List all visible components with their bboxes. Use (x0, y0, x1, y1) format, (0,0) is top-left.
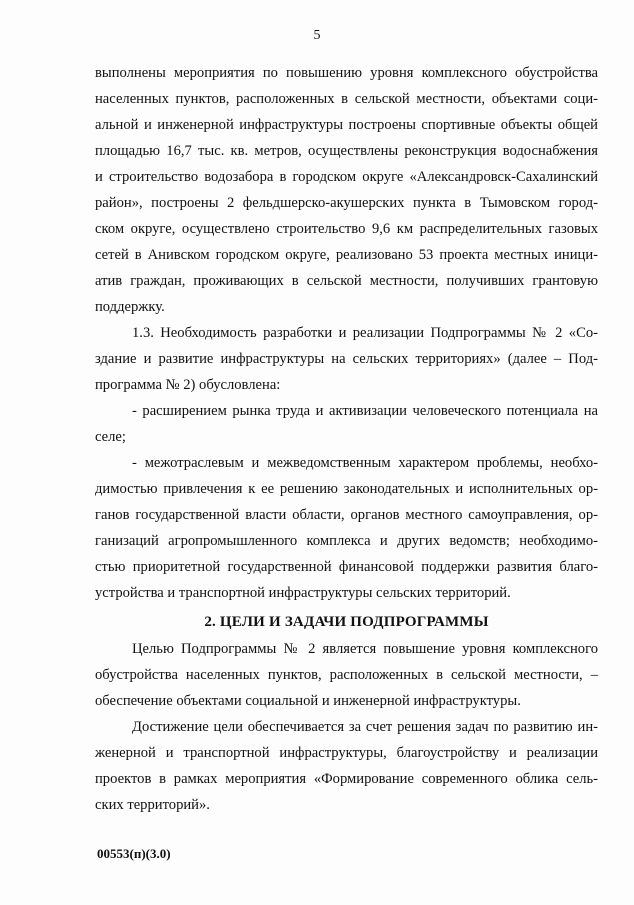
text-line: - межотраслевым и межведомственным характером проблемы, необхо- (132, 455, 598, 471)
document-code: 00553(п)(3.0) (97, 846, 171, 861)
text-line: альной и инженерной инфраструктуры построены спортивные объекты общей (95, 117, 598, 133)
list-item-labor-market (95, 398, 598, 450)
text-line: населенных пунктов, расположенных в сельской местности, объектами соци- (95, 91, 598, 107)
text-line: здание и развитие инфраструктуры на сельских территориях» (далее – Под- (95, 351, 598, 367)
text-line: проектов в рамках мероприятия «Формирование современного облика сель- (95, 771, 598, 787)
text-line: выполнены мероприятия по повышению уровня комплексного обустройства (95, 65, 598, 81)
page-number: 5 (313, 28, 321, 43)
text-line: программа № 2) обусловлена: (95, 377, 281, 393)
text-line: Достижение цели обеспечивается за счет решения задач по развитию ин- (132, 719, 598, 735)
text-line: стью приоритетной государственной финансовой поддержки развития благо- (95, 559, 598, 575)
text-line: поддержку. (95, 299, 165, 315)
section-heading: 2. ЦЕЛИ И ЗАДАЧИ ПОДПРОГРАММЫ (204, 614, 489, 630)
text-line: ских территорий». (95, 797, 210, 813)
text-line: димостью привлечения к ее решению законодательных и исполнительных ор- (95, 481, 598, 497)
text-line: 1.3. Необходимость разработки и реализации Подпрограммы № 2 «Со- (132, 325, 598, 341)
paragraph-results (95, 60, 598, 320)
text-line: обеспечение объектами социальной и инженерной инфраструктуры. (95, 693, 521, 709)
text-line: селе; (95, 429, 126, 445)
text-line: - расширением рынка труда и активизации человеческого потенциала на (132, 403, 598, 419)
paragraph-necessity (95, 320, 598, 398)
text-line: женерной и транспортной инфраструктуры, благоустройству и реализации (95, 745, 598, 761)
text-line: и строительство водозабора в городском округе «Александровск-Сахалинский (95, 169, 598, 185)
text-line: ганизаций агропромышленного комплекса и других ведомств; необходимо- (95, 533, 598, 549)
paragraph-goal (95, 636, 598, 714)
text-line: Целью Подпрограммы № 2 является повышение уровня комплексного (132, 641, 598, 657)
text-line: атив граждан, проживающих в сельской местности, получивших грантовую (95, 273, 598, 289)
text-line: устройства и транспортной инфраструктуры сельских территорий. (95, 585, 511, 601)
document-body (95, 60, 598, 818)
list-item-intersectoral (95, 450, 598, 606)
text-line: ском округе, осуществлено строительство 9,6 км распределительных газовых (95, 221, 598, 237)
text-line: обустройства населенных пунктов, расположенных в сельской местности, – (95, 667, 598, 683)
paragraph-achievement (95, 714, 598, 818)
text-line: район», построены 2 фельдшерско-акушерских пункта в Тымовском город- (95, 195, 598, 211)
text-line: площадью 16,7 тыс. кв. метров, осуществлены реконструкция водоснабжения (95, 143, 598, 159)
text-line: ганов государственной власти области, органов местного самоуправления, ор- (95, 507, 598, 523)
text-line: сетей в Анивском городском округе, реализовано 53 проекта местных иници- (95, 247, 598, 263)
